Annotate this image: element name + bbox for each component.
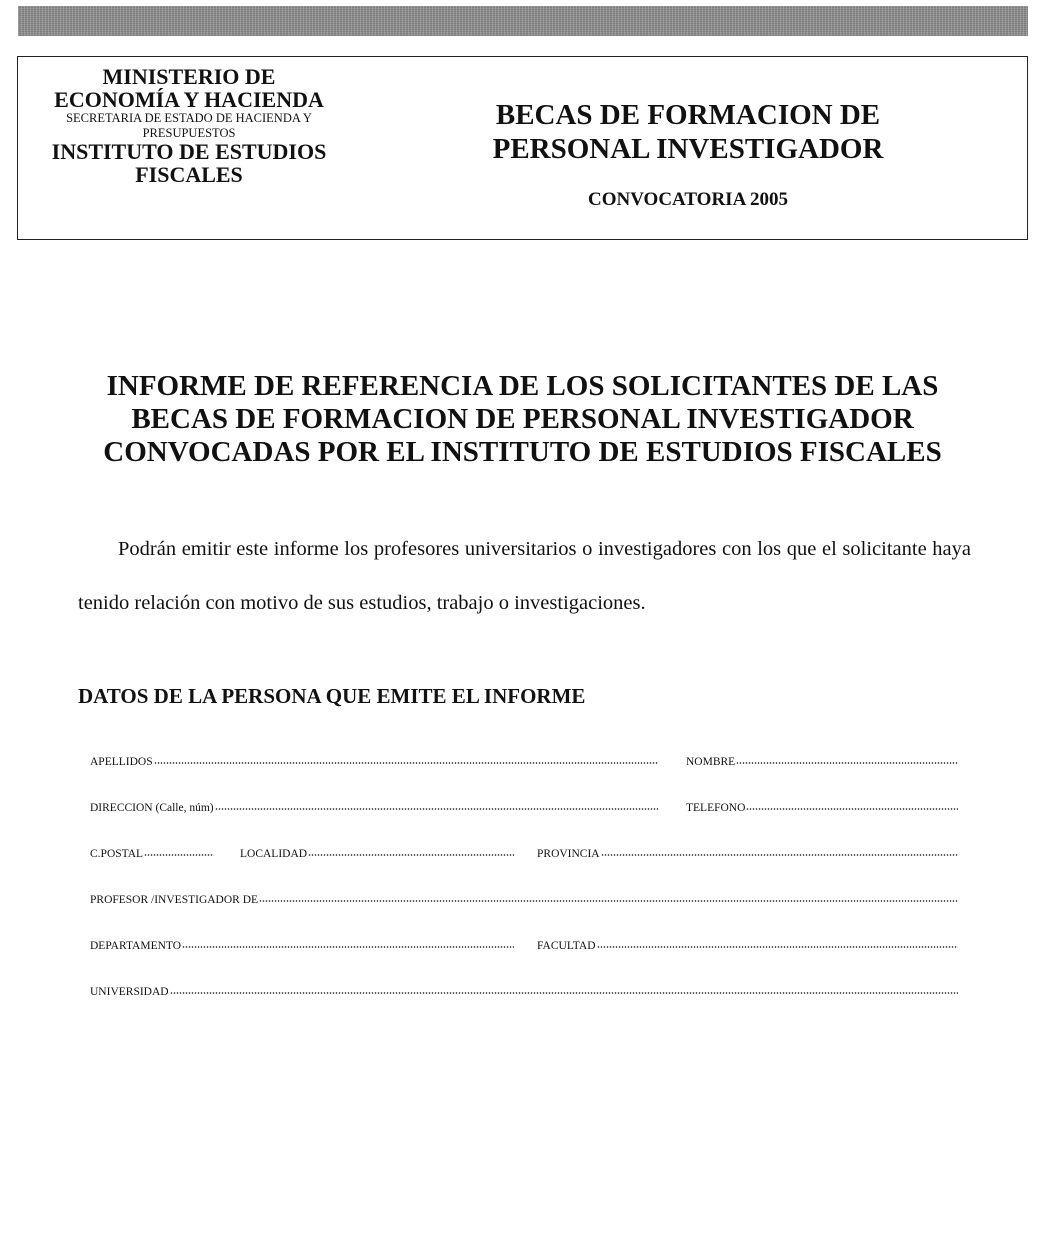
form-row-profesor <box>90 888 958 906</box>
program-title-block <box>438 99 938 211</box>
direccion-input-line[interactable] <box>215 808 658 810</box>
direccion-field[interactable] <box>90 796 658 814</box>
universidad-input-line[interactable] <box>170 992 958 994</box>
report-title-line-3: CONVOCADAS POR EL INSTITUTO DE ESTUDIOS FISCALES <box>103 435 942 468</box>
localidad-field[interactable] <box>240 842 514 860</box>
ministry-line-2: ECONOMÍA Y HACIENDA <box>54 87 324 113</box>
section-title: DATOS DE LA PERSONA QUE EMITE EL INFORME <box>78 684 586 708</box>
issuer-block <box>18 65 360 186</box>
facultad-label: FACULTAD <box>537 940 596 952</box>
institute-line-1: INSTITUTO DE ESTUDIOS <box>51 138 327 164</box>
telefono-field[interactable] <box>686 796 958 814</box>
institute-line-2: FISCALES <box>135 162 243 188</box>
cpostal-input-line[interactable] <box>144 854 214 856</box>
secretaria-line-1: SECRETARIA DE ESTADO DE HACIENDA Y <box>66 111 312 126</box>
provincia-label: PROVINCIA <box>537 848 600 860</box>
form-row-apellidos <box>90 750 958 768</box>
profesor-field[interactable] <box>90 888 958 906</box>
ministry-line-1: MINISTERIO DE <box>102 64 276 89</box>
nombre-field[interactable] <box>686 750 958 768</box>
profesor-input-line[interactable] <box>259 900 958 902</box>
provincia-input-line[interactable] <box>601 854 958 856</box>
cpostal-field[interactable] <box>90 842 214 860</box>
nombre-label: NOMBRE <box>686 756 736 768</box>
report-title-line-2: BECAS DE FORMACION DE PERSONAL INVESTIGADOR <box>131 402 914 435</box>
form-row-universidad <box>90 980 958 998</box>
apellidos-field[interactable] <box>90 750 658 768</box>
intro-paragraph: Podrán emitir este informe los profesores universitarios o investigadores con los que el solicitante haya tenido relación con motivo de sus estudios, trabajo o investigaciones. <box>78 538 971 614</box>
localidad-input-line[interactable] <box>308 854 514 856</box>
convocatoria-label: CONVOCATORIA 2005 <box>587 188 789 210</box>
telefono-input-line[interactable] <box>746 808 958 810</box>
program-title-line-1: BECAS DE FORMACION DE <box>495 99 881 131</box>
form-row-postal <box>90 842 958 860</box>
nombre-input-line[interactable] <box>736 762 958 764</box>
cpostal-label: C.POSTAL <box>90 848 144 860</box>
facultad-input-line[interactable] <box>597 946 958 948</box>
direccion-label: DIRECCION (Calle, núm) <box>90 802 214 814</box>
departamento-field[interactable] <box>90 934 514 952</box>
secretaria-line-2: PRESUPUESTOS <box>142 125 236 140</box>
report-title <box>0 370 1045 468</box>
provincia-field[interactable] <box>537 842 958 860</box>
form-row-departamento <box>90 934 958 952</box>
form-row-direccion <box>90 796 958 814</box>
localidad-label: LOCALIDAD <box>240 848 308 860</box>
telefono-label: TELEFONO <box>686 802 746 814</box>
program-title-line-2: PERSONAL INVESTIGADOR <box>492 132 884 165</box>
facultad-field[interactable] <box>537 934 958 952</box>
universidad-label: UNIVERSIDAD <box>90 986 169 998</box>
top-decorative-bar <box>18 6 1028 36</box>
universidad-field[interactable] <box>90 980 958 998</box>
profesor-label: PROFESOR /INVESTIGADOR DE <box>90 894 259 906</box>
header-box <box>17 56 1028 240</box>
apellidos-input-line[interactable] <box>154 762 658 764</box>
departamento-input-line[interactable] <box>182 946 514 948</box>
report-title-line-1: INFORME DE REFERENCIA DE LOS SOLICITANTES DE LAS <box>106 370 939 402</box>
departamento-label: DEPARTAMENTO <box>90 940 182 952</box>
apellidos-label: APELLIDOS <box>90 756 153 768</box>
